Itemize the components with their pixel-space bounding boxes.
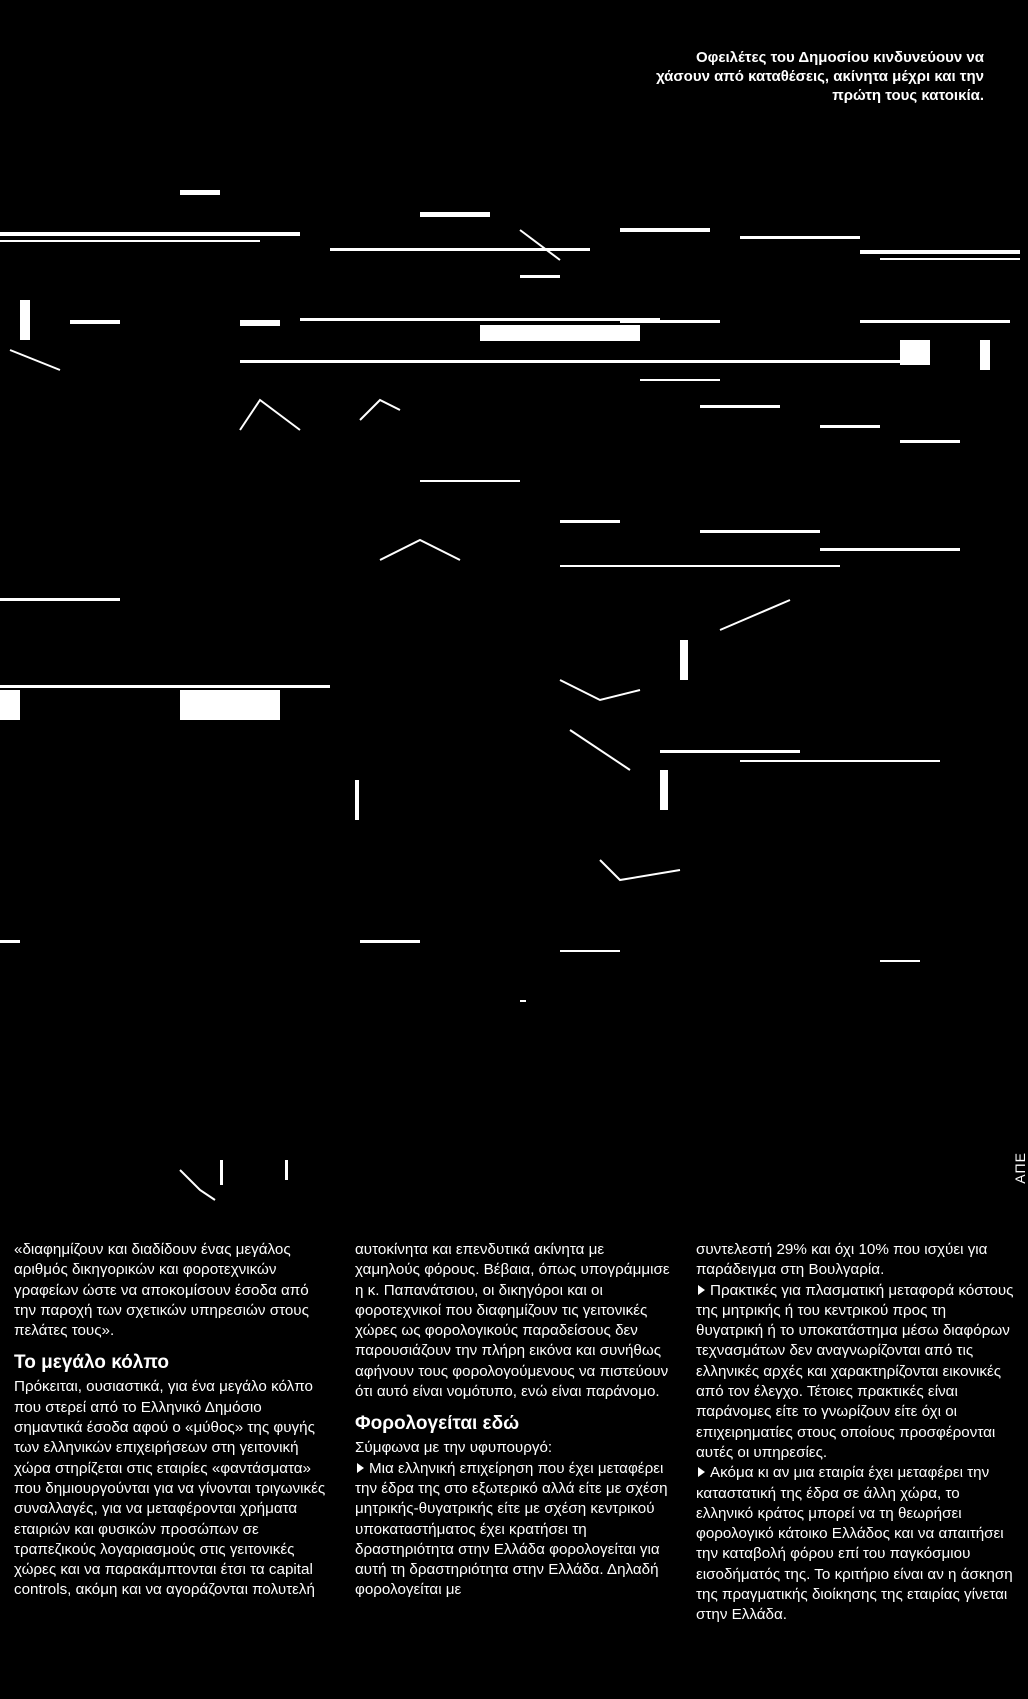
bullet-text: Πρακτικές για πλασματική μεταφορά κόστους της μητρικής ή του κεντρικού προς τη θυγατρική ή το υποκατάστημα μέσω διαφόρων τεχνασμάτων δεν αναγνωρίζονται από τις ελληνικές αρχές και χαρακτηρίζονται εικονικές από τον έλεγχο. Τέτοιες πρακτικές είναι παράνομες είτε το γνωρίζουν είτε όχι οι επιχειρηματίες στους οποίους προσφέρονται αυτές οι υπηρεσίες. — [696, 1281, 1014, 1461]
lead-line: Σύμφωνα με την υφυπουργό: — [355, 1439, 553, 1457]
paragraph: «διαφημίζουν και διαδίδουν ένας μεγάλος αριθμός δικηγορικών και φοροτεχνικών γραφείων ώστε να αποκομίσουν έσοδα από την παροχή των σχετικών υπηρεσιών στους πελάτες τους». — [14, 1241, 309, 1340]
article-body — [14, 1240, 1014, 1680]
subheading: Φορολογείται εδώ — [355, 1413, 520, 1435]
article-column-3 — [696, 1240, 1014, 1680]
bullet-paragraph — [355, 1459, 673, 1601]
photo-caption: Οφειλέτες του Δημοσίου κινδυνεύουν να χάσουν από καταθέσεις, ακίνητα μέχρι και την πρώτη τους κατοικία. — [656, 49, 984, 104]
bullet-paragraph — [696, 1463, 1014, 1625]
paragraph: αυτοκίνητα και επενδυτικά ακίνητα με χαμηλούς φόρους. Βέβαια, όπως υπογράμμισε η κ. Παπανάτσιου, οι δικηγόροι και οι φοροτεχνικοί που διαφημίζουν τις γειτονικές χώρες ως φορολογικούς παραδείσους δεν παρουσιάζουν την πλήρη εικόνα και συνήθως αφήνουν τους φορολογούμενους να πιστεύουν ότι αυτό είναι νομότυπο, ενώ είναι παράνομο. — [355, 1241, 670, 1401]
bullet-text: Ακόμα κι αν μια εταιρία έχει μεταφέρει την καταστατική της έδρα σε άλλη χώρα, το ελληνικό κράτος μπορεί να τη θεωρήσει φορολογικό κάτοικο Ελλάδος και να απαιτήσει την καταβολή φόρου επί του παγκόσμιου εισοδήματός της. Το κριτήριο είναι αν η άσκηση της πραγματικής διοίκησης της εταιρίας γίνεται στην Ελλάδα. — [696, 1464, 1013, 1624]
triangle-bullet-icon — [357, 1463, 364, 1473]
paragraph: συντελεστή 29% και όχι 10% που ισχύει για παράδειγμα στη Βουλγαρία. — [696, 1241, 988, 1279]
bullet-paragraph — [696, 1281, 1014, 1464]
paragraph: Πρόκειται, ουσιαστικά, για ένα μεγάλο κόλπο που στερεί από το Ελληνικό Δημόσιο σημαντικά έσοδα αφού ο «μύθος» της φυγής των ελληνικών επιχειρήσεων στη γειτονική χώρα στηρίζεται στις εταιρίες «φαντάσματα» που δημιουργούνται για να γίνονται τριγωνικές συναλλαγές, για να μεταφέρονται χρήματα εταιριών και φυσικών προσώπων σε τραπεζικούς λογαριασμούς στις γειτονικές χώρες και να παρακάμπτονται έτσι τα capital controls, ακόμη και να αγοράζονται πολυτελή — [14, 1378, 326, 1599]
article-column-1 — [14, 1240, 332, 1680]
subheading: Το μεγάλο κόλπο — [14, 1352, 169, 1374]
triangle-bullet-icon — [698, 1285, 705, 1295]
photo-credit: ΑΠΕ — [1012, 1152, 1028, 1184]
bullet-text: Μια ελληνική επιχείρηση που έχει μεταφέρει την έδρα της στο εξωτερικό αλλά είτε με σχέση μητρικής-θυγατρικής είτε με σχέση κεντρικού υποκαταστήματος έχει κρατήσει τη δραστηριότητα στην Ελλάδα φορολογείται για αυτή τη δραστηριότητα στην Ελλάδα. Δηλαδή φορολογείται με — [355, 1459, 668, 1599]
article-column-2 — [355, 1240, 673, 1680]
triangle-bullet-icon — [698, 1467, 705, 1477]
